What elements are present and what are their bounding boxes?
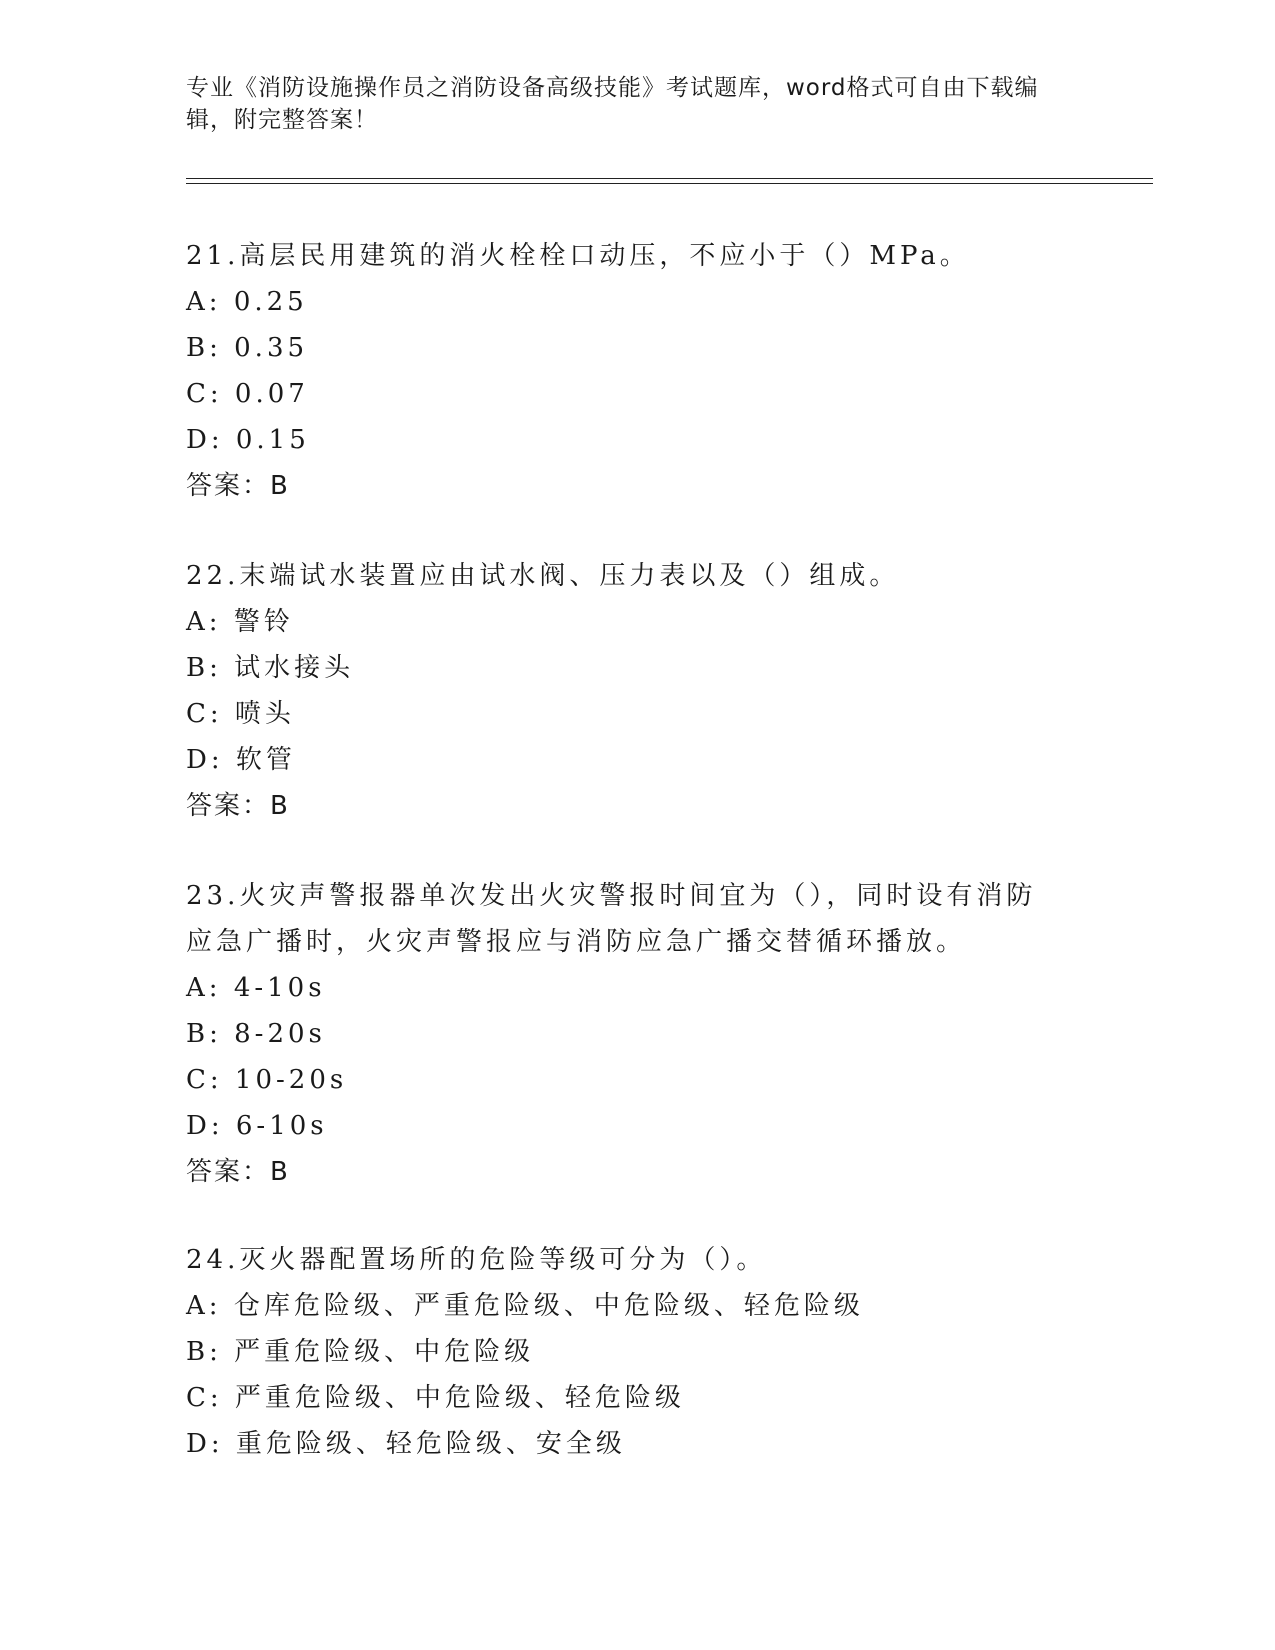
- option-letter: D:: [186, 745, 224, 775]
- option-text: 4-10s: [233, 973, 326, 1003]
- answer-line: 答案：B: [186, 471, 290, 501]
- option-a: [186, 965, 1086, 1011]
- option-d: [186, 737, 1086, 783]
- option-b: [186, 645, 1086, 691]
- option-letter: C:: [186, 379, 223, 409]
- option-b: [186, 1011, 1086, 1057]
- option-text: 重危险级、轻危险级、安全级: [235, 1429, 626, 1459]
- option-d: [186, 1103, 1086, 1149]
- answer-line: 答案：B: [186, 1157, 290, 1187]
- option-text: 8-20s: [234, 1019, 326, 1049]
- option-text: 严重危险级、中危险级: [234, 1337, 535, 1367]
- option-text: 0.35: [234, 333, 309, 363]
- option-text: 严重危险级、中危险级、轻危险级: [234, 1383, 685, 1413]
- option-letter: A:: [186, 287, 222, 317]
- option-letter: D:: [186, 1111, 224, 1141]
- option-c: [186, 691, 1086, 737]
- option-letter: C:: [186, 1383, 223, 1413]
- option-text: 0.07: [234, 379, 309, 409]
- question-stem: 22.末端试水装置应由试水阀、压力表以及（）组成。: [186, 561, 900, 591]
- option-d: [186, 1421, 1086, 1467]
- option-text: 仓库危险级、严重危险级、中危险级、轻危险级: [233, 1291, 864, 1321]
- question-21: [186, 233, 1086, 509]
- question-24: [186, 1237, 1086, 1467]
- question-stem: 24.灭火器配置场所的危险等级可分为（）。: [186, 1245, 767, 1275]
- option-text: 6-10s: [235, 1111, 328, 1141]
- option-a: [186, 1283, 1086, 1329]
- option-a: [186, 279, 1086, 325]
- answer-line: 答案：B: [186, 791, 290, 821]
- option-letter: C:: [186, 699, 223, 729]
- option-letter: A:: [186, 973, 222, 1003]
- option-letter: B:: [186, 1019, 222, 1049]
- option-letter: C:: [186, 1065, 223, 1095]
- option-b: [186, 325, 1086, 371]
- question-22: [186, 553, 1086, 829]
- option-letter: D:: [186, 425, 224, 455]
- header-divider-bottom: [186, 183, 1153, 184]
- option-c: [186, 371, 1086, 417]
- option-text: 0.15: [235, 425, 310, 455]
- option-text: 警铃: [233, 607, 294, 637]
- question-stem: 23.火灾声警报器单次发出火灾警报时间宜为（），同时设有消防应急广播时，火灾声警报应与消防应急广播交替循环播放。: [186, 881, 1037, 957]
- option-text: 试水接头: [234, 653, 355, 683]
- option-letter: D:: [186, 1429, 224, 1459]
- option-letter: B:: [186, 1337, 222, 1367]
- option-c: [186, 1057, 1086, 1103]
- option-text: 软管: [235, 745, 296, 775]
- option-b: [186, 1329, 1086, 1375]
- option-d: [186, 417, 1086, 463]
- option-text: 喷头: [234, 699, 295, 729]
- option-letter: A:: [186, 607, 222, 637]
- question-23: [186, 873, 1086, 1195]
- question-stem: 21.高层民用建筑的消火栓栓口动压，不应小于（）MPa。: [186, 241, 970, 271]
- option-a: [186, 599, 1086, 645]
- option-text: 0.25: [233, 287, 308, 317]
- option-letter: B:: [186, 333, 222, 363]
- option-letter: B:: [186, 653, 222, 683]
- option-letter: A:: [186, 1291, 222, 1321]
- option-text: 10-20s: [234, 1065, 348, 1095]
- document-header-text: 专业《消防设施操作员之消防设备高级技能》考试题库，word格式可自由下载编辑，附完整答案！: [186, 75, 1039, 133]
- header-divider-top: [186, 178, 1153, 179]
- option-c: [186, 1375, 1086, 1421]
